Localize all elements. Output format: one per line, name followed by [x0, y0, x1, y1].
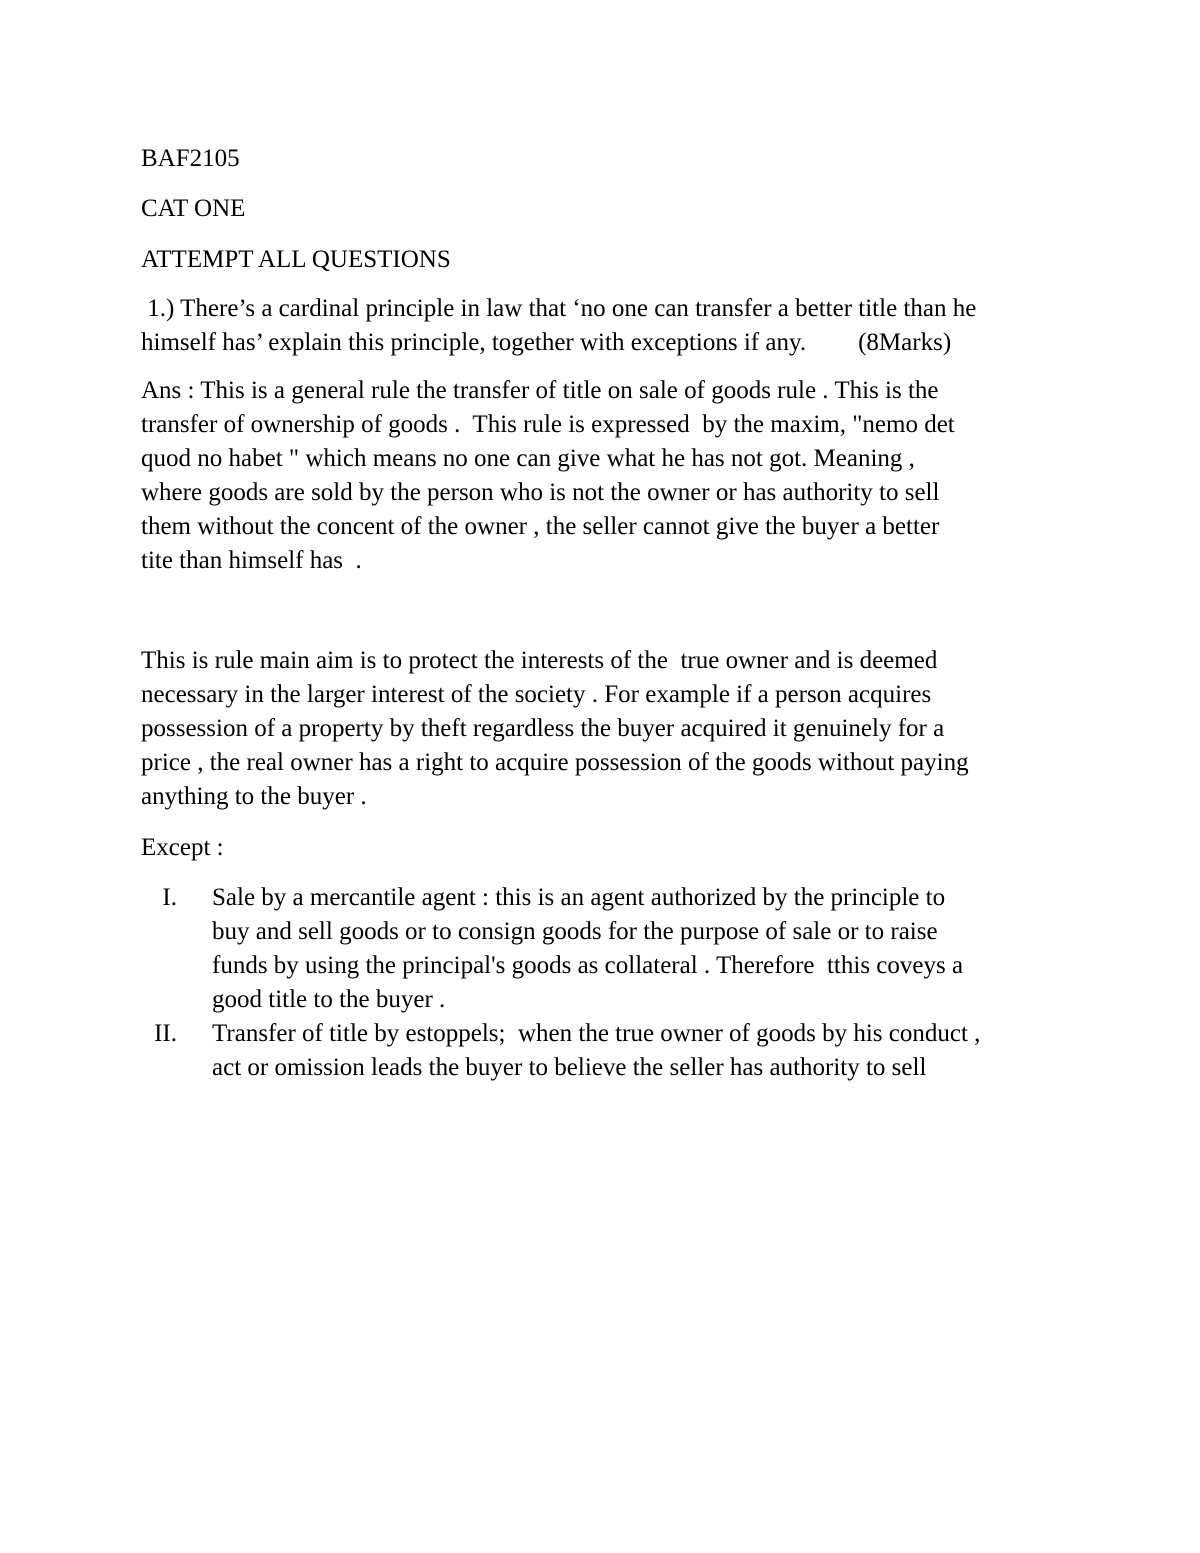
question-line-text: himself has’ explain this principle, together with exceptions if any. — [141, 329, 807, 356]
aim-line: possession of a property by theft regardless the buyer acquired it genuinely for a — [141, 715, 945, 742]
answer-paragraph — [141, 374, 955, 578]
question-1 — [141, 292, 976, 360]
answer-line: quod no habet " which means no one can give what he has not got. Meaning , — [141, 445, 915, 472]
question-line — [141, 326, 976, 360]
cat-title: CAT ONE — [141, 195, 246, 222]
question-line: 1.) There’s a cardinal principle in law that ‘no one can transfer a better title than he — [141, 295, 977, 322]
answer-line: where goods are sold by the person who is not the owner or has authority to sell — [141, 479, 940, 506]
list-item-line: Transfer of title by estoppels; when the true owner of goods by his conduct , — [212, 1020, 981, 1047]
aim-line: price , the real owner has a right to acquire possession of the goods without paying — [141, 749, 969, 776]
marks-label: (8Marks) — [858, 329, 952, 356]
answer-line: tite than himself has . — [141, 547, 362, 574]
list-item — [141, 1017, 1071, 1085]
except-label: Except : — [141, 834, 224, 861]
answer-line: them without the concent of the owner , the seller cannot give the buyer a better — [141, 513, 940, 540]
list-numeral: II. — [154, 1020, 177, 1047]
list-item-line: funds by using the principal's goods as collateral . Therefore tthis coveys a — [212, 952, 964, 979]
course-code: BAF2105 — [141, 145, 240, 172]
list-item-line: act or omission leads the buyer to believe the seller has authority to sell — [212, 1054, 927, 1081]
instruction-heading: ATTEMPT ALL QUESTIONS — [141, 246, 451, 273]
exceptions-list — [141, 881, 1071, 1085]
aim-line: This is rule main aim is to protect the interests of the true owner and is deemed — [141, 647, 938, 674]
aim-line: necessary in the larger interest of the society . For example if a person acquires — [141, 681, 932, 708]
answer-line: Ans : This is a general rule the transfer of title on sale of goods rule . This is the — [141, 377, 939, 404]
list-item — [141, 881, 1071, 1017]
list-numeral: I. — [162, 884, 177, 911]
list-item-line: Sale by a mercantile agent : this is an agent authorized by the principle to — [212, 884, 946, 911]
aim-paragraph — [141, 644, 969, 814]
aim-line: anything to the buyer . — [141, 783, 367, 810]
answer-line: transfer of ownership of goods . This rule is expressed by the maxim, "nemo det — [141, 411, 955, 438]
list-item-line: buy and sell goods or to consign goods for the purpose of sale or to raise — [212, 918, 938, 945]
list-item-line: good title to the buyer . — [212, 986, 446, 1013]
